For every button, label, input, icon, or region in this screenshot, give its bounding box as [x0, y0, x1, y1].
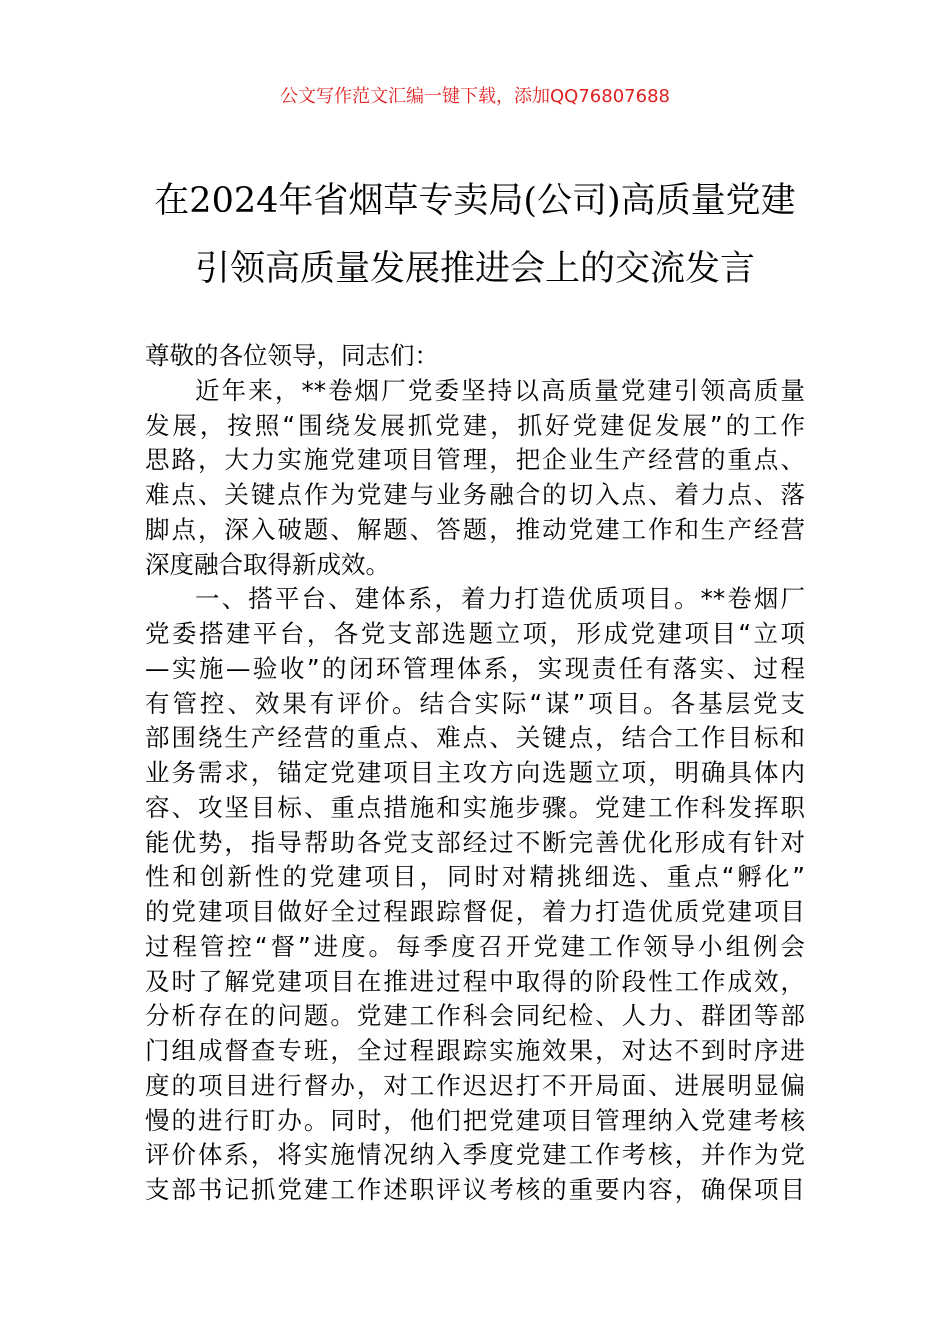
paragraph [145, 582, 805, 1208]
text-line: 过程管控“督”进度。每季度召开党建工作领导小组例会 [145, 931, 805, 961]
text-line: 分析存在的问题。党建工作科会同纪检、人力、群团等部 [145, 1001, 805, 1031]
text-line: 深度融合取得新成效。 [145, 549, 390, 579]
text-line: 慢的进行盯办。同时，他们把党建项目管理纳入党建考核 [145, 1105, 805, 1135]
text-line: 度的项目进行督办，对工作迟迟打不开局面、进展明显偏 [145, 1070, 805, 1100]
download-notice: 公文写作范文汇编一键下载，添加QQ76807688 [280, 86, 670, 107]
text-line: 有管控、效果有评价。结合实际“谋”项目。各基层党支 [145, 688, 805, 718]
text-line: 门组成督查专班，全过程跟踪实施效果，对达不到时序进 [145, 1036, 805, 1065]
text-line: 党委搭建平台，各党支部选题立项，形成党建项目“立项 [145, 619, 805, 648]
text-line: 尊敬的各位领导，同志们： [145, 341, 439, 370]
text-line: 能优势，指导帮助各党支部经过不断完善优化形成有针对 [145, 827, 805, 857]
text-line: 的党建项目做好全过程跟踪督促，着力打造优质党建项目 [145, 897, 805, 926]
document-body [145, 339, 805, 1208]
text-line: 业务需求，锚定党建项目主攻方向选题立项，明确具体内 [145, 758, 805, 787]
text-line: 难点、关键点作为党建与业务融合的切入点、着力点、落 [145, 480, 805, 509]
document-title-line-1: 在2024年省烟草专卖局(公司)高质量党建 [154, 181, 796, 221]
text-line: 一、搭平台、建体系，着力打造优质项目。**卷烟厂 [195, 584, 805, 614]
document-title-line-2: 引领高质量发展推进会上的交流发言 [194, 249, 755, 289]
text-line: 及时了解党建项目在推进过程中取得的阶段性工作成效， [145, 966, 805, 996]
paragraph [145, 374, 805, 583]
text-line: 思路，大力实施党建项目管理，把企业生产经营的重点、 [145, 445, 805, 475]
text-line: 支部书记抓党建工作述职评议考核的重要内容，确保项目 [145, 1175, 805, 1204]
text-line: —实施—验收”的闭环管理体系，实现责任有落实、过程 [145, 653, 805, 683]
text-line: 容、攻坚目标、重点措施和实施步骤。党建工作科发挥职 [145, 792, 805, 822]
text-line: 部围绕生产经营的重点、难点、关键点，结合工作目标和 [145, 723, 805, 753]
text-line: 近年来，**卷烟厂党委坚持以高质量党建引领高质量 [195, 375, 805, 405]
text-line: 脚点，深入破题、解题、答题，推动党建工作和生产经营 [145, 514, 805, 544]
text-line: 性和创新性的党建项目，同时对精挑细选、重点“孵化” [145, 862, 805, 892]
paragraph [145, 339, 805, 374]
text-line: 评价体系，将实施情况纳入季度党建工作考核，并作为党 [145, 1140, 805, 1170]
text-line: 发展，按照“围绕发展抓党建，抓好党建促发展”的工作 [145, 410, 805, 440]
